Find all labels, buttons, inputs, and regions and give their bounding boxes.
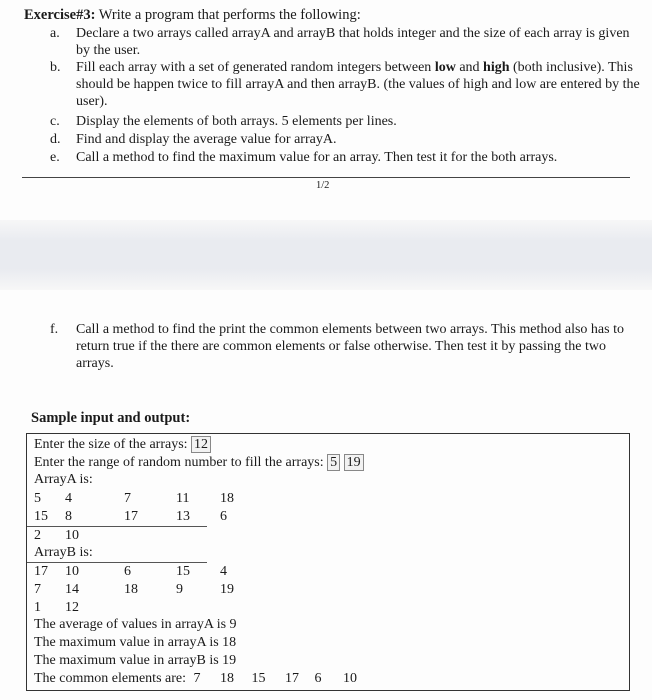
footer-rule [22,177,630,178]
arrayA-label: ArrayA is: [34,472,93,487]
common-value: 10 [343,671,357,686]
max-arrayB-line: The maximum value in arrayB is 19 [34,653,237,668]
requirement-marker: b. [50,60,61,75]
array-cell: 14 [65,582,79,597]
sample-title: Sample input and output: [31,410,191,426]
document-page-1 [0,0,652,220]
exercise-title-bold: Exercise#3: [24,7,96,23]
keyword-high: high [483,60,510,75]
exercise-title [24,7,361,24]
arrayB-row [27,581,234,598]
common-value: 6 [314,671,322,686]
size-prompt: Enter the size of the arrays: [34,437,188,452]
requirement-c [50,113,640,130]
requirement-e [50,149,640,166]
array-cell: 8 [65,509,72,524]
array-cell: 18 [124,582,138,597]
requirement-text: Declare a two arrays called arrayA and arrayB that holds integer and the size of each array is given by the user. [76,26,630,58]
array-cell: 15 [34,509,48,524]
arrayB-row [27,599,227,616]
array-cell: 10 [65,528,79,543]
requirement-b [50,59,640,110]
document-page-2 [0,290,652,700]
array-cell: 6 [220,509,227,524]
range-low-value: 5 [327,454,340,471]
requirement-text: Find and display the average value for arrayA. [76,132,337,147]
max-arrayA-line: The maximum value in arrayA is 18 [34,635,237,650]
keyword-low: low [434,60,456,75]
page-gap [0,220,652,290]
array-cell: 17 [34,564,48,579]
size-input-value: 12 [191,436,211,453]
range-high-value: 19 [344,454,364,471]
arrayB-row [27,563,227,580]
array-cell: 4 [220,564,227,579]
array-cell: 19 [220,582,234,597]
array-cell: 13 [176,509,190,524]
array-cell: 18 [220,491,234,506]
common-value: 17 [285,671,299,686]
requirement-d [50,131,640,148]
array-cell: 15 [176,564,190,579]
requirement-text-part: Fill each array with a set of generated random integers between [76,60,435,75]
common-elements-line [34,670,357,687]
arrayB-label: ArrayB is: [34,545,93,560]
size-prompt-line [34,436,211,453]
requirement-text [76,59,640,110]
common-value: 18 [220,671,234,686]
requirement-marker: c. [50,114,60,129]
sample-output-box [26,433,630,691]
array-cell: 10 [65,564,79,579]
requirement-text-part: and [455,60,484,75]
array-cell: 7 [34,582,41,597]
requirement-text: Call a method to find the maximum value for an array. Then test it for the both arrays. [76,150,558,165]
array-cell: 9 [176,582,183,597]
average-line: The average of values in arrayA is 9 [34,617,237,632]
common-label: The common elements are: [34,671,186,686]
array-cell: 11 [176,491,190,506]
arrayA-row [27,490,234,507]
requirement-marker: e. [50,150,60,165]
array-cell: 5 [34,491,41,506]
requirement-marker: d. [50,132,61,147]
range-prompt-line [34,454,364,471]
array-cell: 6 [124,564,131,579]
requirement-a [50,25,640,59]
array-cell: 17 [124,509,138,524]
common-value: 15 [251,671,266,686]
array-cell: 12 [65,600,79,615]
requirement-marker: f. [50,322,59,337]
arrayA-row [27,508,227,525]
array-cell: 2 [34,528,41,543]
requirement-f [50,321,640,372]
page-number: 1/2 [316,180,330,191]
common-value: 7 [193,671,201,686]
range-prompt: Enter the range of random number to fill the arrays: [34,455,324,470]
requirement-marker: a. [50,26,60,41]
requirement-text-part: (both inclusive). This should be happen twice to fill arrayA and then arrayB. (the values of high and low are entered by the user). [76,60,640,109]
array-cell: 1 [34,600,41,615]
arrayA-row [27,527,227,544]
requirement-text: Display the elements of both arrays. 5 elements per lines. [76,114,397,129]
array-cell: 4 [65,491,72,506]
requirement-text: Call a method to find the print the common elements between two arrays. This method also has to return true if the there are common elements or false otherwise. Then test it by passing the two arrays. [76,322,624,371]
exercise-title-text: Write a program that performs the following: [95,7,361,23]
array-cell: 7 [124,491,131,506]
